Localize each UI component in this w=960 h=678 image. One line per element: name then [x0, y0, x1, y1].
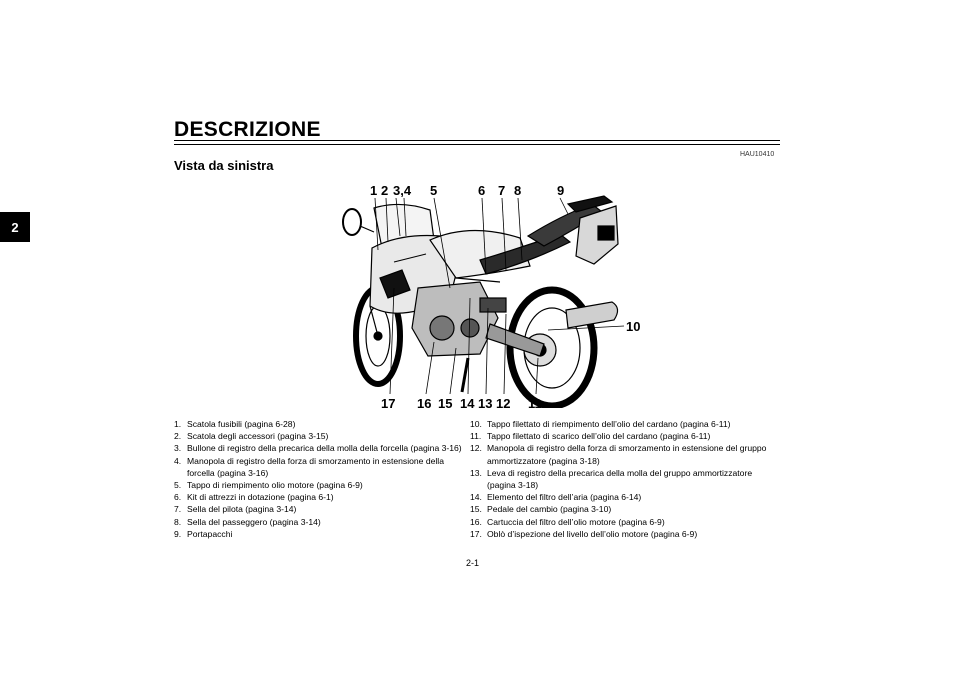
callout-11: 11 [528, 396, 542, 411]
list-item: 12. Manopola di registro della forza di smorzamento in estensione del gruppo ammortizzatore (pagina 3-18) [470, 443, 767, 466]
muffler [566, 302, 618, 328]
list-item: 13. Leva di registro della precarica della molla del gruppo ammortizzatore (pagina 3-18) [470, 467, 753, 491]
reference-code: HAU10410 [740, 151, 775, 158]
list-item: 3. Bullone di registro della precarica della molla della forcella (pagina 3-16) [174, 443, 462, 454]
callout-15: 15 [438, 396, 453, 411]
callout-3-4: 3,4 [393, 183, 412, 198]
callout-2: 2 [381, 183, 389, 198]
list-item: 1. Scatola fusibili (pagina 6-28) [174, 419, 296, 429]
motorcycle-illustration [343, 196, 618, 406]
list-item: 11. Tappo filettato di scarico dell’olio del cardano (pagina 6-11) [470, 431, 711, 442]
list-item: 2. Scatola degli accessori (pagina 3-15) [174, 431, 329, 442]
list-item: 9. Portapacchi [174, 528, 233, 539]
mirror [343, 209, 361, 235]
list-item: 8. Sella del passeggero (pagina 3-14) [174, 516, 321, 527]
motorcycle-diagram [330, 178, 640, 411]
callout-6: 6 [478, 183, 486, 198]
page-title: DESCRIZIONE [174, 118, 321, 141]
callout-14: 14 [460, 396, 475, 411]
list-item: 15. Pedale del cambio (pagina 3-10) [470, 504, 612, 515]
callout-16: 16 [417, 396, 432, 411]
engine [412, 282, 498, 356]
parts-list-right [470, 418, 782, 540]
callout-7: 7 [498, 183, 506, 198]
page-number: 2-1 [466, 558, 480, 568]
callout-5: 5 [430, 183, 438, 198]
list-item: 4. Manopola di registro della forza di smorzamento in estensione della forcella (pagina 3-16) [174, 455, 444, 478]
callout-9: 9 [557, 183, 565, 198]
list-item: 17. Oblò d’ispezione del livello dell’olio motore (pagina 6-9) [470, 528, 698, 539]
list-item: 5. Tappo di riempimento olio motore (pagina 6-9) [174, 480, 363, 491]
list-item: 6. Kit di attrezzi in dotazione (pagina 6-1) [174, 492, 334, 503]
callout-12: 12 [496, 396, 511, 411]
list-item: 7. Sella del pilota (pagina 3-14) [174, 504, 297, 515]
parts-list-left [174, 418, 466, 540]
title-divider [174, 140, 780, 145]
callout-1: 1 [370, 183, 378, 198]
callout-8: 8 [514, 183, 522, 198]
list-item: 14. Elemento del filtro dell’aria (pagina 6-14) [470, 492, 642, 503]
callout-17: 17 [381, 396, 396, 411]
chapter-tab: 2 [0, 212, 30, 242]
list-item: 10. Tappo filettato di riempimento dell’olio del cardano (pagina 6-11) [470, 419, 731, 429]
list-item: 16. Cartuccia del filtro dell’olio motore (pagina 6-9) [470, 516, 665, 527]
callout-13: 13 [478, 396, 493, 411]
section-subtitle: Vista da sinistra [174, 158, 274, 173]
callout-10: 10 [626, 319, 641, 334]
